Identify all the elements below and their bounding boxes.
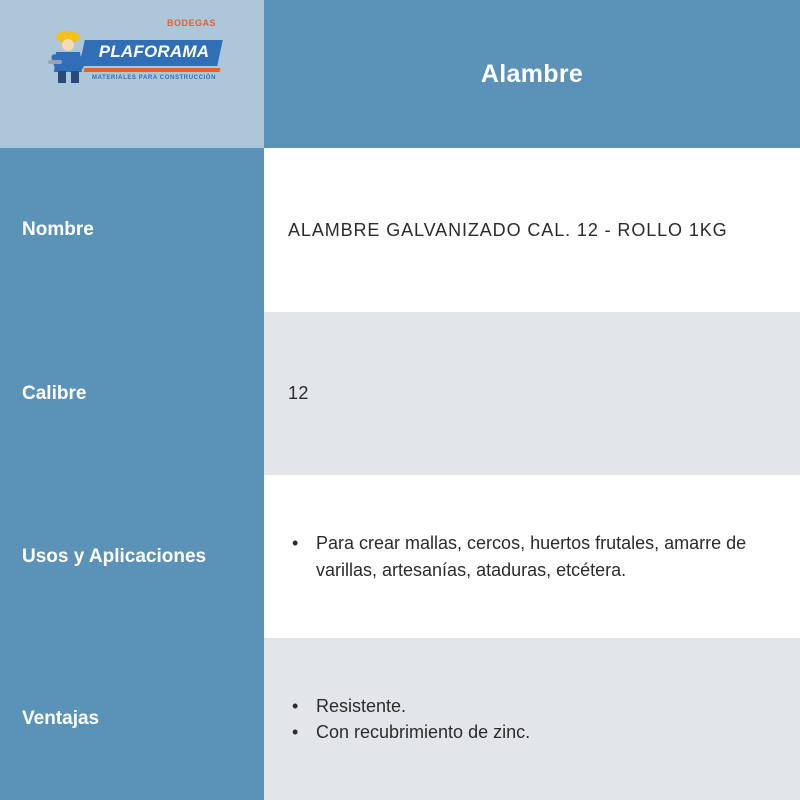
page-title: Alambre [480,59,584,88]
row-value-cell [264,475,800,638]
sheet-header [0,0,800,148]
logo-tagline: MATERIALES PARA CONSTRUCCIÓN [91,75,217,81]
row-label-cell [0,148,264,312]
row-label: Usos y Aplicaciones [22,545,207,567]
table-row [0,475,800,638]
list-item: • Para crear mallas, cercos, huertos frutales, amarre de varillas, artesanías, ataduras, etcétera. [288,530,776,582]
row-value: 12 [288,383,309,403]
row-value-cell [264,638,800,800]
ventajas-list [288,693,530,745]
row-value: ALAMBRE GALVANIZADO CAL. 12 - ROLLO 1KG [288,219,728,240]
header-title-cell [264,0,800,148]
row-value-cell [264,148,800,312]
logo-underline [84,68,221,72]
row-label: Calibre [22,382,87,404]
logo-bodegas-text: BODEGAS [166,18,216,28]
logo-brand-text: PLAFORAMA [98,42,210,61]
row-label-cell [0,475,264,638]
table-row [0,312,800,475]
row-label-cell [0,638,264,800]
plaforama-logo [44,18,220,90]
logo-cell [0,0,264,148]
row-label: Ventajas [22,708,100,730]
table-row [0,148,800,312]
table-row [0,638,800,800]
list-item: • Con recubrimiento de zinc. [288,719,530,745]
usos-list [288,530,776,582]
spec-rows [0,148,800,800]
row-label: Nombre [22,219,94,241]
row-label-cell [0,312,264,475]
row-value-cell [264,312,800,475]
list-item: • Resistente. [288,693,530,719]
